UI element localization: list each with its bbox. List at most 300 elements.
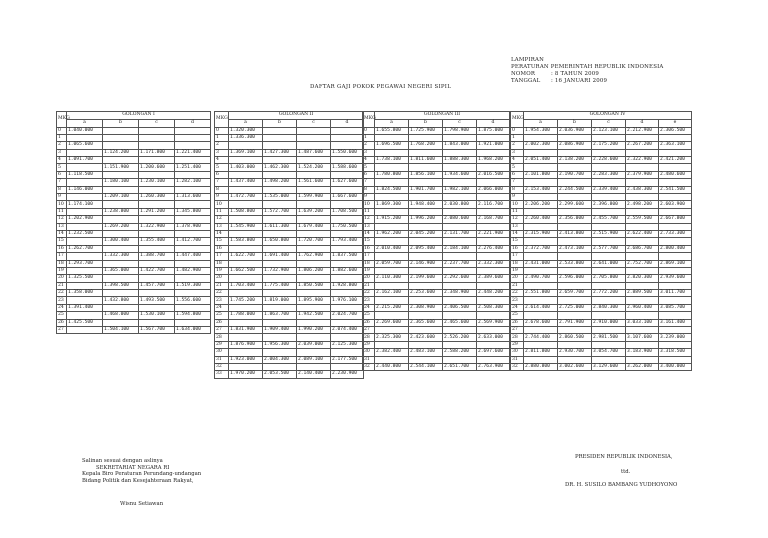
table-row	[215, 142, 364, 149]
salary-cell	[443, 253, 477, 260]
salary-cell	[229, 275, 263, 282]
salary-cell	[524, 223, 558, 230]
salary-cell	[229, 142, 263, 149]
salary-cell	[558, 149, 592, 156]
table-row	[57, 194, 211, 201]
table-row	[363, 312, 510, 319]
salary-cell	[331, 290, 364, 297]
salary-cell	[139, 216, 175, 223]
salary-cell	[103, 260, 139, 267]
mkg-cell: 1	[363, 134, 375, 141]
table-row	[511, 186, 692, 193]
salary-cell: 2.382.400	[375, 349, 409, 356]
salary-cell	[67, 312, 103, 319]
salary-cell: 1.412.700	[175, 238, 211, 245]
salary-cell	[443, 194, 477, 201]
mkg-cell: 25	[511, 312, 524, 319]
table-row	[215, 194, 364, 201]
salary-cell: 1.720.700	[297, 238, 331, 245]
table-row	[215, 127, 364, 134]
mkg-cell: 21	[215, 282, 229, 289]
salary-cell: 1.345.800	[175, 208, 211, 215]
salary-cell: 1.572.700	[263, 208, 297, 215]
mkg-cell: 26	[215, 319, 229, 326]
salary-cell	[524, 312, 558, 319]
salary-cell	[443, 208, 477, 215]
table-row	[215, 253, 364, 260]
mkg-cell: 6	[57, 171, 67, 178]
salary-cell: 2.237.700	[443, 260, 477, 267]
salary-cell	[592, 134, 626, 141]
salary-cell	[297, 142, 331, 149]
salary-cell: 1.708.500	[331, 208, 364, 215]
salary-cell	[558, 282, 592, 289]
salary-cell	[409, 149, 443, 156]
salary-cell: 1.355.400	[139, 238, 175, 245]
salary-cell	[409, 223, 443, 230]
salary-cell: 2.659.700	[558, 290, 592, 297]
salary-cell: 3.183.900	[626, 349, 659, 356]
document-title: DAFTAR GAJI POKOK PEGAWAI NEGERI SIPIL	[310, 84, 452, 90]
salary-cell: 1.921.000	[477, 142, 510, 149]
salary-cell	[443, 134, 477, 141]
table-row	[363, 230, 510, 237]
salary-cell	[331, 304, 364, 311]
salary-cell	[331, 260, 364, 267]
mkg-cell: 11	[215, 208, 229, 215]
mkg-cell: 23	[511, 297, 524, 304]
salary-cell: 2.086.900	[558, 142, 592, 149]
salary-cell	[524, 194, 558, 201]
mkg-cell: 28	[511, 334, 524, 341]
golongan-1-table	[56, 111, 211, 334]
salary-cell	[175, 216, 211, 223]
mkg-cell: 17	[57, 253, 67, 260]
table-row	[511, 297, 692, 304]
table-row	[511, 356, 692, 363]
salary-cell	[297, 304, 331, 311]
table-row	[511, 127, 692, 134]
salary-cell	[263, 319, 297, 326]
salary-cell: 1.750.500	[331, 223, 364, 230]
mkg-cell: 22	[215, 290, 229, 297]
table-row	[57, 216, 211, 223]
salary-cell: 1.667.600	[331, 194, 364, 201]
salary-cell	[331, 319, 364, 326]
mkg-cell: 11	[511, 208, 524, 215]
salary-cell	[331, 157, 364, 164]
salary-cell	[139, 134, 175, 141]
table-row	[363, 186, 510, 193]
salary-cell: 1.915.200	[375, 216, 409, 223]
salary-cell	[626, 282, 659, 289]
table-row	[215, 149, 364, 156]
salary-cell	[626, 327, 659, 334]
salary-cell: 2.860.500	[558, 334, 592, 341]
mkg-cell: 27	[511, 327, 524, 334]
table-row	[57, 304, 211, 311]
mkg-cell: 3	[215, 149, 229, 156]
salary-cell: 1.583.800	[229, 238, 263, 245]
header-row-golongan	[57, 112, 211, 120]
salary-cell: 1.934.600	[443, 171, 477, 178]
salary-cell: 2.406.500	[443, 304, 477, 311]
salary-cell: 2.292.600	[443, 275, 477, 282]
table-row	[57, 171, 211, 178]
salary-cell	[409, 253, 443, 260]
salary-cell	[626, 253, 659, 260]
salary-cell: 1.358.000	[67, 290, 103, 297]
table-row	[511, 171, 692, 178]
table-row	[363, 260, 510, 267]
salary-cell: 2.930.700	[558, 349, 592, 356]
salary-cell: 2.308.900	[409, 304, 443, 311]
table-row	[511, 275, 692, 282]
table-row	[215, 327, 364, 334]
salary-cell: 2.168.700	[477, 216, 510, 223]
mkg-cell: 26	[57, 319, 67, 326]
mkg-cell: 9	[57, 194, 67, 201]
salary-cell: 3.318.500	[659, 349, 692, 356]
salary-cell	[477, 356, 510, 363]
salary-cell: 2.125.300	[331, 341, 364, 348]
mkg-cell: 5	[363, 164, 375, 171]
salary-cell: 1.775.400	[263, 282, 297, 289]
salary-cell: 2.559.500	[626, 216, 659, 223]
mkg-cell: 13	[57, 223, 67, 230]
salary-cell	[443, 164, 477, 171]
salary-cell	[592, 282, 626, 289]
salary-cell	[67, 164, 103, 171]
table-row	[57, 319, 211, 326]
salary-cell	[592, 238, 626, 245]
salary-cell: 2.045.200	[409, 230, 443, 237]
mkg-cell: 13	[215, 223, 229, 230]
salary-cell	[443, 282, 477, 289]
table-row	[215, 304, 364, 311]
salary-cell	[409, 179, 443, 186]
salary-cell: 2.465.600	[443, 319, 477, 326]
salary-cell	[592, 327, 626, 334]
salary-cell: 2.339.400	[592, 186, 626, 193]
table-row	[363, 208, 510, 215]
salary-cell: 2.299.600	[558, 201, 592, 208]
salary-cell: 1.679.400	[297, 223, 331, 230]
mkg-cell: 12	[363, 216, 375, 223]
salary-cell	[375, 312, 409, 319]
salary-cell: 3.002.600	[558, 364, 592, 371]
salary-cell: 1.650.800	[263, 238, 297, 245]
salary-cell: 1.831.900	[229, 327, 263, 334]
salary-cell: 2.678.600	[524, 319, 558, 326]
golongan-3-table	[362, 111, 510, 371]
salary-cell	[103, 290, 139, 297]
salary-cell	[175, 319, 211, 326]
salary-cell: 1.504.100	[103, 327, 139, 334]
salary-cell	[263, 127, 297, 134]
ruang-header-d: d	[626, 120, 659, 128]
salary-cell	[175, 230, 211, 237]
salary-cell: 1.230.100	[139, 179, 175, 186]
salary-cell	[592, 164, 626, 171]
ruang-header-b: b	[103, 120, 139, 128]
salary-cell	[477, 223, 510, 230]
salary-cell	[524, 164, 558, 171]
ruang-header-c: c	[297, 120, 331, 128]
salary-cell	[626, 312, 659, 319]
salary-cell: 2.686.700	[626, 245, 659, 252]
mkg-cell: 2	[363, 142, 375, 149]
salary-cell	[175, 290, 211, 297]
table-row	[363, 127, 510, 134]
mkg-cell: 11	[363, 208, 375, 215]
salary-cell: 2.641.000	[592, 260, 626, 267]
salary-cell: 2.981.500	[592, 334, 626, 341]
mkg-cell: 11	[57, 208, 67, 215]
salary-cell	[409, 194, 443, 201]
salary-cell: 2.508.300	[477, 304, 510, 311]
salary-cell	[409, 341, 443, 348]
salary-cell: 2.325.300	[375, 334, 409, 341]
salary-cell	[103, 275, 139, 282]
salary-cell	[331, 245, 364, 252]
salary-cell	[592, 341, 626, 348]
salary-cell: 1.151.900	[103, 164, 139, 171]
salary-cell	[103, 245, 139, 252]
table-row	[511, 164, 692, 171]
salary-cell: 1.798.900	[443, 127, 477, 134]
salary-cell	[659, 327, 692, 334]
salary-cell	[139, 304, 175, 311]
table-row	[363, 223, 510, 230]
salary-cell: 1.928.800	[331, 282, 364, 289]
footer-ttd: ttd.	[621, 469, 631, 475]
salary-cell: 1.703.400	[229, 282, 263, 289]
mkg-cell: 4	[215, 157, 229, 164]
salary-cell	[592, 253, 626, 260]
salary-cell: 1.262.700	[67, 245, 103, 252]
salary-cell	[524, 356, 558, 363]
salary-cell: 1.956.300	[263, 341, 297, 348]
table-row	[363, 341, 510, 348]
salary-cell: 2.752.700	[626, 260, 659, 267]
salary-cell	[263, 334, 297, 341]
salary-cell: 1.209.100	[103, 194, 139, 201]
salary-cell	[524, 179, 558, 186]
salary-cell	[67, 179, 103, 186]
mkg-cell: 28	[215, 334, 229, 341]
salary-cell: 2.455.700	[592, 216, 626, 223]
table-row	[57, 260, 211, 267]
table-row	[215, 319, 364, 326]
salary-cell: 1.863.700	[263, 312, 297, 319]
table-row	[511, 282, 692, 289]
salary-cell	[297, 334, 331, 341]
ruang-header-e: e	[659, 120, 692, 128]
salary-cell	[67, 282, 103, 289]
footer-signer-name: Wisnu Setiawan	[120, 501, 164, 507]
salary-cell	[139, 275, 175, 282]
salary-cell	[409, 267, 443, 274]
salary-cell	[558, 179, 592, 186]
salary-cell	[443, 267, 477, 274]
mkg-cell: 19	[57, 267, 67, 274]
mkg-cell: 31	[511, 356, 524, 363]
tanggal-label: TANGGAL	[511, 78, 541, 84]
mkg-cell: 21	[511, 282, 524, 289]
mkg-cell: 17	[215, 253, 229, 260]
salary-cell: 1.856.100	[409, 171, 443, 178]
salary-cell: 2.379.900	[626, 171, 659, 178]
salary-cell: 3.239.000	[659, 334, 692, 341]
salary-cell	[67, 238, 103, 245]
salary-cell: 1.550.600	[331, 149, 364, 156]
salary-cell: 1.762.900	[297, 253, 331, 260]
salary-cell: 1.403.000	[229, 164, 263, 171]
mkg-cell: 16	[57, 245, 67, 252]
salary-cell	[477, 208, 510, 215]
salary-cell: 2.800.400	[659, 245, 692, 252]
mkg-cell: 12	[511, 216, 524, 223]
salary-cell: 2.515.900	[592, 230, 626, 237]
salary-cell: 1.313.600	[175, 194, 211, 201]
salary-cell: 2.614.400	[524, 304, 558, 311]
salary-cell: 1.171.800	[139, 149, 175, 156]
table-row	[215, 179, 364, 186]
salary-cell: 2.101.800	[524, 171, 558, 178]
salary-cell: 1.202.900	[67, 216, 103, 223]
golongan-header: GOLONGAN I	[67, 112, 211, 120]
salary-cell	[175, 275, 211, 282]
salary-cell	[477, 341, 510, 348]
mkg-cell: 24	[215, 304, 229, 311]
salary-cell	[477, 253, 510, 260]
salary-cell: 1.498.200	[263, 179, 297, 186]
salary-cell: 1.639.200	[297, 208, 331, 215]
salary-cell	[409, 238, 443, 245]
salary-cell: 2.010.400	[375, 245, 409, 252]
mkg-cell: 6	[363, 171, 375, 178]
mkg-cell: 18	[215, 260, 229, 267]
salary-cell	[67, 208, 103, 215]
salary-cell	[558, 194, 592, 201]
ruang-header-c: c	[443, 120, 477, 128]
nomor-value: : 8 TAHUN 2009	[551, 71, 600, 77]
table-row	[215, 356, 364, 363]
table-row	[215, 371, 364, 378]
table-row	[363, 253, 510, 260]
salary-cell	[626, 179, 659, 186]
salary-cell: 2.030.800	[443, 201, 477, 208]
salary-cell: 2.533.800	[558, 260, 592, 267]
salary-cell: 2.276.400	[477, 245, 510, 252]
salary-cell: 2.131.700	[443, 230, 477, 237]
ruang-header-b: b	[263, 120, 297, 128]
ruang-header-b: b	[409, 120, 443, 128]
salary-cell	[331, 186, 364, 193]
salary-cell: 1.545.900	[229, 223, 263, 230]
table-row	[511, 260, 692, 267]
salary-cell: 1.040.000	[67, 127, 103, 134]
salary-cell: 3.107.600	[626, 334, 659, 341]
mkg-cell: 12	[57, 216, 67, 223]
salary-cell	[331, 171, 364, 178]
table-row	[363, 238, 510, 245]
salary-cell	[375, 194, 409, 201]
salary-cell: 1.487.600	[297, 149, 331, 156]
table-row	[511, 245, 692, 252]
table-row	[215, 290, 364, 297]
salary-cell	[626, 297, 659, 304]
salary-cell: 1.819.000	[263, 297, 297, 304]
salary-cell: 1.561.600	[297, 179, 331, 186]
table-row	[511, 290, 692, 297]
salary-cell	[659, 134, 692, 141]
salary-cell	[139, 171, 175, 178]
salary-cell: 1.599.900	[297, 194, 331, 201]
header-row-ruang	[57, 120, 211, 128]
salary-cell: 1.882.600	[331, 267, 364, 274]
salary-cell: 1.320.300	[229, 127, 263, 134]
mkg-cell: 2	[57, 142, 67, 149]
salary-cell	[409, 312, 443, 319]
salary-cell	[103, 304, 139, 311]
salary-cell: 2.184.100	[443, 245, 477, 252]
table-row	[215, 164, 364, 171]
salary-cell: 1.875.000	[477, 127, 510, 134]
salary-cell	[175, 245, 211, 252]
salary-cell: 2.667.800	[659, 216, 692, 223]
salary-cell	[626, 208, 659, 215]
salary-cell: 1.732.900	[263, 267, 297, 274]
salary-cell: 2.744.400	[524, 334, 558, 341]
mkg-cell: 8	[363, 186, 375, 193]
mkg-cell: 13	[511, 223, 524, 230]
salary-cell	[139, 319, 175, 326]
table-row	[511, 157, 692, 164]
salary-cell	[175, 260, 211, 267]
salary-cell	[626, 134, 659, 141]
salary-cell	[592, 208, 626, 215]
table-row	[57, 134, 211, 141]
salary-cell: 2.438.300	[626, 186, 659, 193]
lampiran-nomor	[511, 71, 664, 78]
salary-cell	[659, 341, 692, 348]
salary-cell: 3.085.700	[659, 304, 692, 311]
salary-cell	[558, 238, 592, 245]
table-row	[511, 364, 692, 371]
salary-cell	[558, 208, 592, 215]
salary-cell: 2.763.900	[477, 364, 510, 371]
salary-cell: 2.080.600	[443, 216, 477, 223]
header-row-ruang	[363, 120, 510, 128]
table-row	[57, 253, 211, 260]
salary-cell: 2.389.600	[477, 275, 510, 282]
salary-cell: 1.472.700	[229, 194, 263, 201]
mkg-cell: 3	[57, 149, 67, 156]
salary-cell	[263, 290, 297, 297]
salary-cell	[229, 157, 263, 164]
mkg-cell: 32	[511, 364, 524, 371]
salary-cell: 1.976.100	[331, 297, 364, 304]
salary-cell: 1.725.900	[409, 127, 443, 134]
mkg-cell: 0	[363, 127, 375, 134]
lampiran-title: LAMPIRAN	[511, 57, 545, 63]
salary-cell: 1.811.600	[409, 157, 443, 164]
salary-cell: 2.396.800	[592, 201, 626, 208]
salary-cell	[626, 267, 659, 274]
salary-cell	[297, 364, 331, 371]
